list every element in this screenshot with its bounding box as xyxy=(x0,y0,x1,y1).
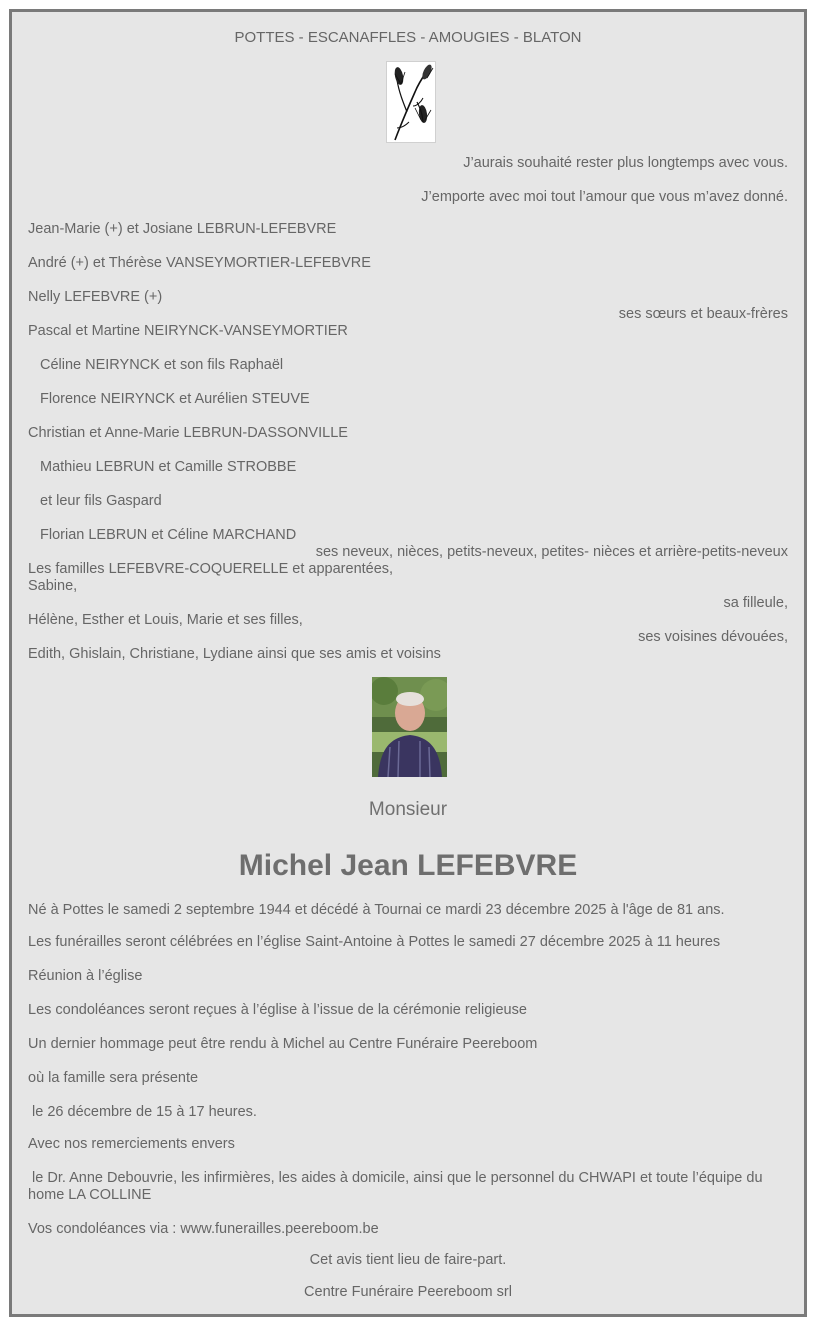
family-sibling: Jean-Marie (+) et Josiane LEBRUN-LEFEBVRE xyxy=(28,221,337,237)
wheat-emblem xyxy=(386,61,436,143)
family-nephew: Florian LEBRUN et Céline MARCHAND xyxy=(40,527,297,543)
condolences-link[interactable]: Vos condoléances via : www.funerailles.peereboom.be xyxy=(28,1221,379,1237)
detail-line: Réunion à l’église xyxy=(28,968,143,984)
family-sibling: Pascal et Martine NEIRYNCK-VANSEYMORTIER xyxy=(28,323,348,339)
detail-line: où la famille sera présente xyxy=(28,1070,199,1086)
family-nephew: Florence NEIRYNCK et Aurélien STEUVE xyxy=(40,391,310,407)
family-nephew: Christian et Anne-Marie LEBRUN-DASSONVILLE xyxy=(28,425,348,441)
family-nephew: Mathieu LEBRUN et Camille STROBBE xyxy=(40,459,297,475)
detail-line: Les condoléances seront reçues à l’église à l’issue de la cérémonie religieuse xyxy=(28,1002,527,1018)
deceased-title: Monsieur xyxy=(368,799,448,820)
towns-header: POTTES - ESCANAFFLES - AMOUGIES - BLATON xyxy=(234,29,582,46)
family-sibling: Nelly LEFEBVRE (+) xyxy=(28,289,163,305)
family-sibling: André (+) et Thérèse VANSEYMORTIER-LEFEBVRE xyxy=(28,255,371,271)
footer-notice: Cet avis tient lieu de faire-part. xyxy=(309,1252,507,1268)
footer-company: Centre Funéraire Peereboom srl xyxy=(304,1284,512,1300)
detail-line: Avec nos remerciements envers xyxy=(28,1136,235,1152)
family-nephew: Céline NEIRYNCK et son fils Raphaël xyxy=(40,357,284,373)
wheat-icon xyxy=(387,62,435,142)
families-line: Les familles LEFEBVRE-COQUERELLE et apparentées, xyxy=(28,561,394,577)
goddaughter-name: Sabine, xyxy=(28,578,78,594)
detail-line: le 26 décembre de 15 à 17 heures. xyxy=(28,1104,257,1120)
goddaughter-role: sa filleule, xyxy=(723,595,788,611)
nephews-role: ses neveux, nièces, petits-neveux, petites- nièces et arrière-petits-neveux xyxy=(315,544,788,560)
detail-line: le Dr. Anne Debouvrie, les infirmières, les aides à domicile, ainsi que le personnel du CHWAPI et toute l’équipe du home LA COLLINE xyxy=(28,1170,767,1203)
quote-line-2: J’emporte avec moi tout l’amour que vous m’avez donné. xyxy=(421,189,788,205)
obituary-card xyxy=(9,9,807,1317)
quote-line-1: J’aurais souhaité rester plus longtemps avec vous. xyxy=(463,155,788,171)
neighbours-role: ses voisines dévouées, xyxy=(638,629,788,645)
detail-line: Né à Pottes le samedi 2 septembre 1944 et décédé à Tournai ce mardi 23 décembre 2025 à l'âge de 81 ans. xyxy=(28,902,725,918)
detail-line: Un dernier hommage peut être rendu à Michel au Centre Funéraire Peereboom xyxy=(28,1036,538,1052)
friends-line: Edith, Ghislain, Christiane, Lydiane ainsi que ses amis et voisins xyxy=(28,646,441,662)
deceased-name: Michel Jean LEFEBVRE xyxy=(238,849,578,882)
deceased-photo xyxy=(372,677,447,777)
siblings-role: ses sœurs et beaux-frères xyxy=(618,306,788,322)
detail-line: Les funérailles seront célébrées en l’église Saint-Antoine à Pottes le samedi 27 décembre 2025 à 11 heures xyxy=(28,934,721,950)
family-nephew: et leur fils Gaspard xyxy=(40,493,162,509)
neighbours-names: Hélène, Esther et Louis, Marie et ses filles, xyxy=(28,612,303,628)
